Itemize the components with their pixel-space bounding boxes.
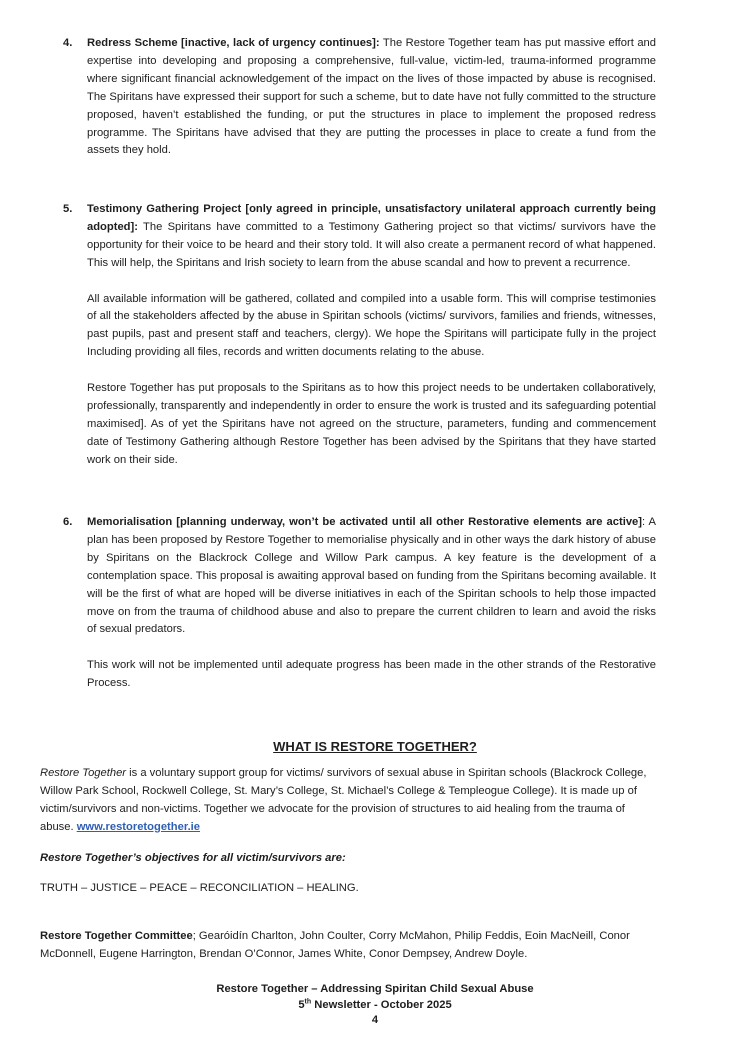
website-link[interactable]: www.restoretogether.ie [76, 820, 201, 833]
about-intro: Restore Together is a voluntary support group for victims/ survivors of sexual abuse in Spiritan schools (Blackrock College, Willow Park School, Rockwell College, St. Mary’s College, St. Michael’s College & Templeogue College). It is made up of victim/survivors and non-victims. Together we advocate for the provision of structures to aid healing from the trauma of abuse. www.restoretogether.ie [40, 767, 647, 833]
item-paragraph: Redress Scheme [inactive, lack of urgency continues]: The Restore Together team has put massive effort and expertise into developing and proposing a comprehensive, full-value, victim-led, trauma-informed programme where significant financial acknowledgement of the impact on the lives of those impacted by abuse is recognised. The Spiritans have expressed their support for such a scheme, but to date have not fully committed to the structure proposed, haven’t established the funding, or put the structures in place to implement the proposed redress programme. The Spiritans have advised that they are putting the processes in place to create a fund from the assets they hold. [87, 37, 656, 157]
item-number: 5. [63, 203, 73, 215]
item-paragraph: This work will not be implemented until adequate progress has been made in the other strands of the Restorative Process. [87, 659, 656, 690]
objectives-heading: Restore Together’s objectives for all victim/survivors are: [40, 852, 346, 864]
page-number: 4 [371, 1014, 379, 1026]
item-paragraph: Restore Together has put proposals to the Spiritans as to how this project needs to be undertaken collaboratively, professionally, transparently and independently in order to ensure the work is trusted and its safeguarding potential maximised]. As of yet the Spiritans have not agreed on the structure, parameters, funding and commencement date of Testimony Gathering although Restore Together has been advised by the Spiritans that they have started work on their side. [87, 382, 656, 466]
item-paragraph: All available information will be gathered, collated and compiled into a usable form. This will comprise testimonies of all the stakeholders affected by the abuse in Spiritan schools (victims/ survivors, families and friends, witnesses, past pupils, past and present staff and teachers, clergy). We hope the Spiritans will participate fully in the project Including providing all files, records and written documents relating to the abuse. [87, 292, 656, 359]
org-name: Restore Together [40, 767, 127, 779]
item-paragraph: Testimony Gathering Project [only agreed in principle, unsatisfactory unilateral approach currently being adopted]: The Spiritans have committed to a Testimony Gathering project so that victims/ survivors have the opportunity for their voice to be heard and their story told. It will also create a permanent record of what happened. This will help, the Spiritans and Irish society to learn from the abuse scandal and how to prevent a recurrence. [87, 203, 657, 269]
committee-members: ; Gearóidín Charlton, John Coulter, Corry McMahon, Philip Feddis, Eoin MacNeill, Conor McDonnell, Eugene Harrington, Brendan O’Connor, James White, Conor Dempsey, Andrew Doyle. [40, 930, 630, 960]
committee-list [40, 928, 655, 964]
item-number: 4. [63, 37, 73, 49]
section-title: WHAT IS RESTORE TOGETHER? [273, 739, 477, 754]
item-heading: Memorialisation [planning underway, won’t be activated until all other Restorative elements are active] [87, 516, 642, 528]
list-item-memorialisation [63, 514, 656, 693]
page-footer [0, 982, 750, 1029]
item-paragraph: Memorialisation [planning underway, won’t be activated until all other Restorative elements are active]: A plan has been proposed by Restore Together to memorialise physically and in other ways the dark history of abuse by Spiritans on the Blackrock College and Willow Park campus. A key feature is the development of a contemplation space. This proposal is awaiting approval based on funding from the Spiritans becoming available. It will be the first of what are hoped will be diverse initiatives in each of the Spiritan schools to help those impacted move on from the trauma of childhood abuse and also to prepare the current children to learn and avoid the risks of sexual predators. [87, 516, 656, 636]
footer-edition: 5th Newsletter - October 2025 [298, 997, 452, 1011]
item-heading: Redress Scheme [inactive, lack of urgency continues]: [87, 37, 380, 49]
committee-label: Restore Together Committee [40, 930, 193, 942]
objectives-list: TRUTH – JUSTICE – PEACE – RECONCILIATION – HEALING. [40, 882, 359, 894]
list-item-redress-scheme [63, 35, 656, 160]
item-number: 6. [63, 516, 73, 528]
item-heading: Testimony Gathering Project [only agreed in principle, unsatisfactory unilateral approach currently being adopted]: [87, 203, 656, 233]
footer-title: Restore Together – Addressing Spiritan Child Sexual Abuse [216, 983, 534, 995]
list-item-testimony-gathering [63, 201, 656, 470]
